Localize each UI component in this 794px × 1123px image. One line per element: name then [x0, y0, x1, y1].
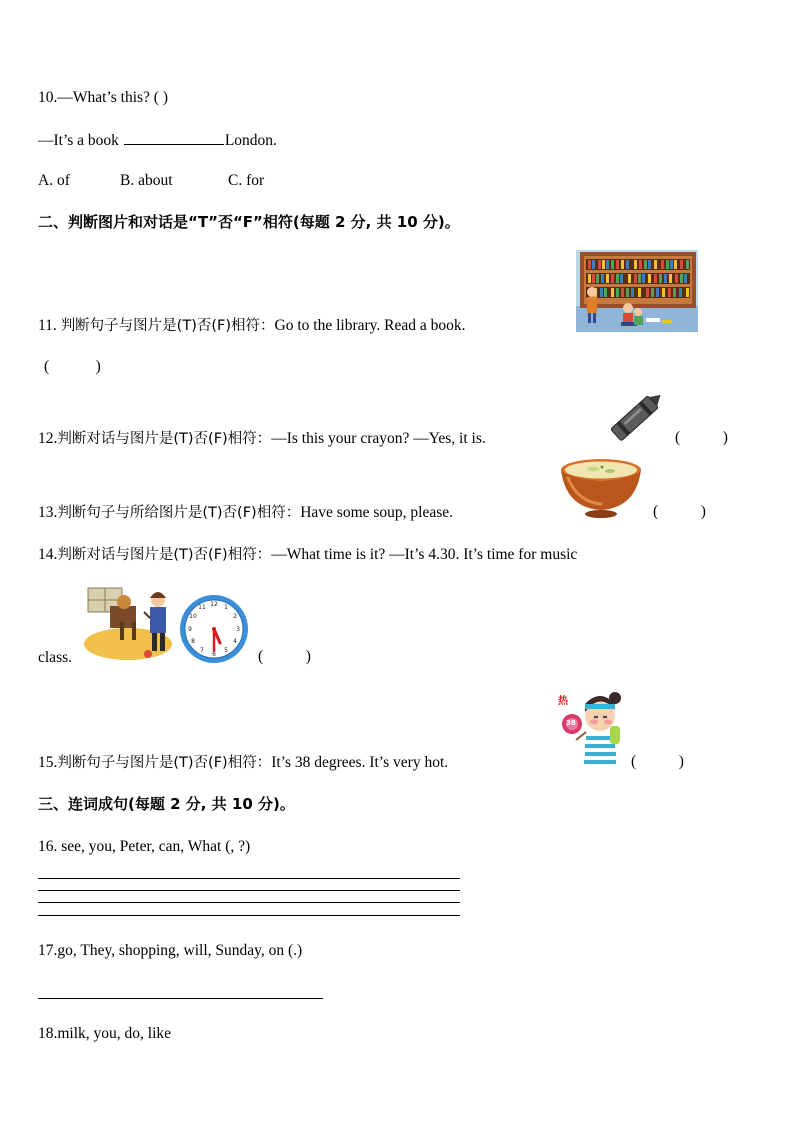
clock-icon [178, 593, 250, 665]
svg-text:1: 1 [224, 604, 228, 611]
q13-question [38, 503, 453, 523]
q12-number: 12. [38, 430, 58, 447]
svg-text:12: 12 [210, 601, 218, 608]
q15-number: 15. [38, 754, 58, 771]
q15-answer-box[interactable]: ( ) [631, 753, 684, 770]
q12-instruction: 判断对话与图片是(T)否(F)相符： [57, 431, 272, 447]
svg-text:8: 8 [191, 638, 195, 645]
svg-text:11: 11 [198, 604, 206, 611]
q10-option-a[interactable]: A. of [38, 172, 70, 189]
svg-text:9: 9 [188, 626, 192, 633]
crayon-image [608, 388, 664, 446]
hot-weather-image [552, 688, 632, 772]
q18-question: 18.milk, you, do, like [38, 1025, 172, 1042]
svg-text:3: 3 [236, 626, 240, 633]
music-class-image [84, 582, 180, 664]
q16-answer-line-2[interactable] [38, 890, 460, 891]
q11-sentence: Go to the library. Read a book. [274, 317, 466, 334]
q13-answer-box[interactable]: ( ) [653, 503, 706, 520]
svg-text:6: 6 [212, 651, 216, 658]
section3-heading: 三、连词成句(每题 2 分, 共 10 分)。 [38, 795, 295, 813]
q11-instruction: 判断句子与图片是(T)否(F)相符： [60, 318, 275, 334]
svg-text:4: 4 [233, 638, 237, 645]
q10-question: 10.—What’s this? ( ) [38, 89, 169, 106]
q10-option-c[interactable]: C. for [228, 172, 265, 189]
q12-dialogue: —Is this your crayon? —Yes, it is. [271, 430, 486, 447]
q17-answer-line[interactable] [38, 998, 323, 999]
q13-sentence: Have some soup, please. [300, 504, 454, 521]
q15-sentence: It’s 38 degrees. It’s very hot. [271, 754, 449, 771]
q10-answer-post: London. [224, 132, 277, 149]
q14-number: 14. [38, 546, 58, 563]
q15-question [38, 753, 448, 773]
q10-answer-line [38, 130, 277, 151]
q16-answer-line-1[interactable] [38, 878, 460, 879]
q10-option-b[interactable]: B. about [120, 172, 173, 189]
q10-answer-pre: —It’s a book [38, 132, 123, 149]
q12-question [38, 429, 486, 449]
q14-continuation: class. [38, 649, 73, 666]
q16-answer-line-4[interactable] [38, 915, 460, 916]
q14-instruction: 判断对话与图片是(T)否(F)相符： [57, 547, 272, 563]
svg-text:5: 5 [224, 647, 228, 654]
q16-answer-line-3[interactable] [38, 902, 460, 903]
svg-text:10: 10 [189, 613, 197, 620]
q10-blank[interactable] [124, 130, 224, 145]
q10-options [38, 171, 264, 191]
q11-answer-box[interactable]: ( ) [44, 358, 101, 375]
svg-text:7: 7 [200, 647, 204, 654]
q13-number: 13. [38, 504, 58, 521]
q13-instruction: 判断句子与所给图片是(T)否(F)相符： [57, 505, 301, 521]
q17-question: 17.go, They, shopping, will, Sunday, on (.) [38, 942, 303, 959]
q14-answer-box[interactable]: ( ) [258, 648, 311, 665]
q14-question [38, 545, 577, 565]
q12-answer-box[interactable]: ( ) [675, 429, 728, 446]
svg-text:2: 2 [233, 613, 237, 620]
library-image [576, 250, 698, 332]
section2-heading: 二、判断图片和对话是“T”否“F”相符(每题 2 分, 共 10 分)。 [38, 213, 460, 231]
temperature-label: 38 [566, 719, 576, 727]
q16-question: 16. see, you, Peter, can, What (, ?) [38, 838, 251, 855]
q11-number: 11. [38, 317, 61, 334]
q15-instruction: 判断句子与图片是(T)否(F)相符： [57, 755, 272, 771]
q11-question [38, 316, 466, 336]
hot-label: 热 [558, 696, 568, 707]
soup-bowl-image [558, 456, 644, 520]
q14-dialogue: —What time is it? —It’s 4.30. It’s time for music [271, 546, 578, 563]
